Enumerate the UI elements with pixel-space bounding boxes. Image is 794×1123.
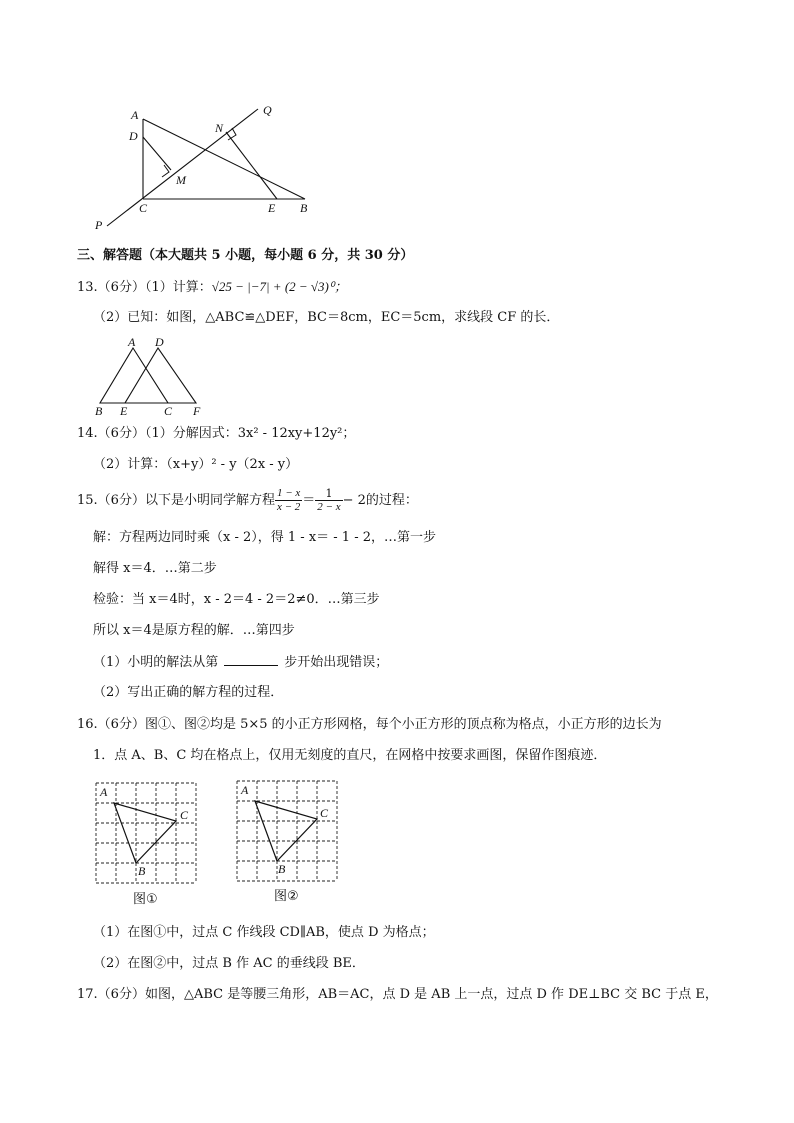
q15-frac1-den: x − 2 — [276, 501, 301, 513]
q15-intro-b: − 2的过程： — [342, 493, 418, 508]
tri-label-C: C — [164, 404, 173, 418]
q16-sub1: （1）在图①中，过点 C 作线段 CD∥AB，使点 D 为格点； — [93, 925, 435, 940]
q15-step3: 检验：当 x＝4时，x - 2＝4 - 2＝2≠0．…第三步 — [93, 592, 380, 607]
tri-label-F: F — [193, 404, 201, 418]
grid2-triangle-abc — [255, 801, 317, 861]
q15-sub1-a: （1）小明的解法从第 — [93, 655, 219, 670]
q13-number: 13.（6分）（1）计算： — [77, 280, 212, 295]
label-B: B — [300, 201, 308, 215]
grid2-caption: 图② — [274, 889, 299, 904]
grid2-label-B: B — [278, 862, 286, 876]
tri-label-B: B — [95, 404, 103, 418]
section-heading: 三、解答题（本大题共 5 小题，每小题 6 分，共 30 分） — [77, 248, 414, 263]
q15-intro-a: 15.（6分）以下是小明同学解方程 — [77, 493, 275, 508]
q14-part2: （2）计算：（x+y）² - y（2x - y） — [93, 457, 299, 472]
grid1-triangle-abc — [114, 803, 176, 863]
label-E: E — [268, 201, 276, 215]
q15-step1: 解：方程两边同时乘（x - 2），得 1 - x＝ - 1 - 2，…第一步 — [93, 530, 437, 545]
grid1-label-B: B — [138, 864, 146, 878]
q16-line2: 1．点 A、B、C 均在格点上，仅用无刻度的直尺，在网格中按要求画图，保留作图痕迹． — [93, 748, 607, 763]
tri-label-E: E — [120, 404, 128, 418]
q15-frac1-num: 1 − x — [276, 487, 301, 499]
q13-part2: （2）已知：如图，△ABC≌△DEF，BC＝8cm，EC＝5cm，求线段 CF 的长． — [93, 310, 560, 325]
q15-frac2-num: 1 — [315, 487, 342, 501]
grid2-label-C: C — [320, 806, 329, 820]
label-C: C — [139, 201, 148, 215]
q15-sub1-b: 步开始出现错误； — [284, 655, 389, 670]
tri-label-D: D — [155, 335, 164, 349]
q15-equals: ＝ — [302, 493, 316, 508]
label-M: M — [176, 173, 186, 187]
label-D: D — [129, 129, 138, 143]
grid1-label-A: A — [100, 785, 108, 799]
grid2-label-A: A — [241, 783, 249, 797]
label-N: N — [215, 121, 224, 135]
grid1-label-C: C — [180, 808, 189, 822]
label-Q: Q — [263, 103, 272, 117]
q16-line1: 16.（6分）图①、图②均是 5×5 的小正方形网格，每个小正方形的顶点称为格点，小正方形的边长为 — [77, 717, 662, 732]
label-P: P — [95, 218, 103, 232]
tri-label-A: A — [128, 335, 136, 349]
q17-line1: 17.（6分）如图，△ABC 是等腰三角形，AB＝AC，点 D 是 AB 上一点，过点 D 作 DE⊥BC 交 BC 于点 E， — [77, 987, 718, 1002]
q15-step2: 解得 x＝4．…第二步 — [93, 561, 217, 576]
q15-frac2-den: 2 − x — [317, 501, 341, 513]
q15-step4: 所以 x＝4是原方程的解．…第四步 — [93, 623, 295, 638]
q14-part1: 14.（6分）（1）分解因式：3x² - 12xy+12y²； — [77, 426, 356, 441]
q15-sub2: （2）写出正确的解方程的过程． — [93, 685, 284, 700]
label-A: A — [131, 108, 139, 122]
grid1-caption: 图① — [133, 892, 158, 907]
q13-expression: √25 − |−7| + (2 − √3)⁰； — [211, 279, 348, 294]
q16-sub2: （2）在图②中，过点 B 作 AC 的垂线段 BE． — [93, 956, 365, 971]
